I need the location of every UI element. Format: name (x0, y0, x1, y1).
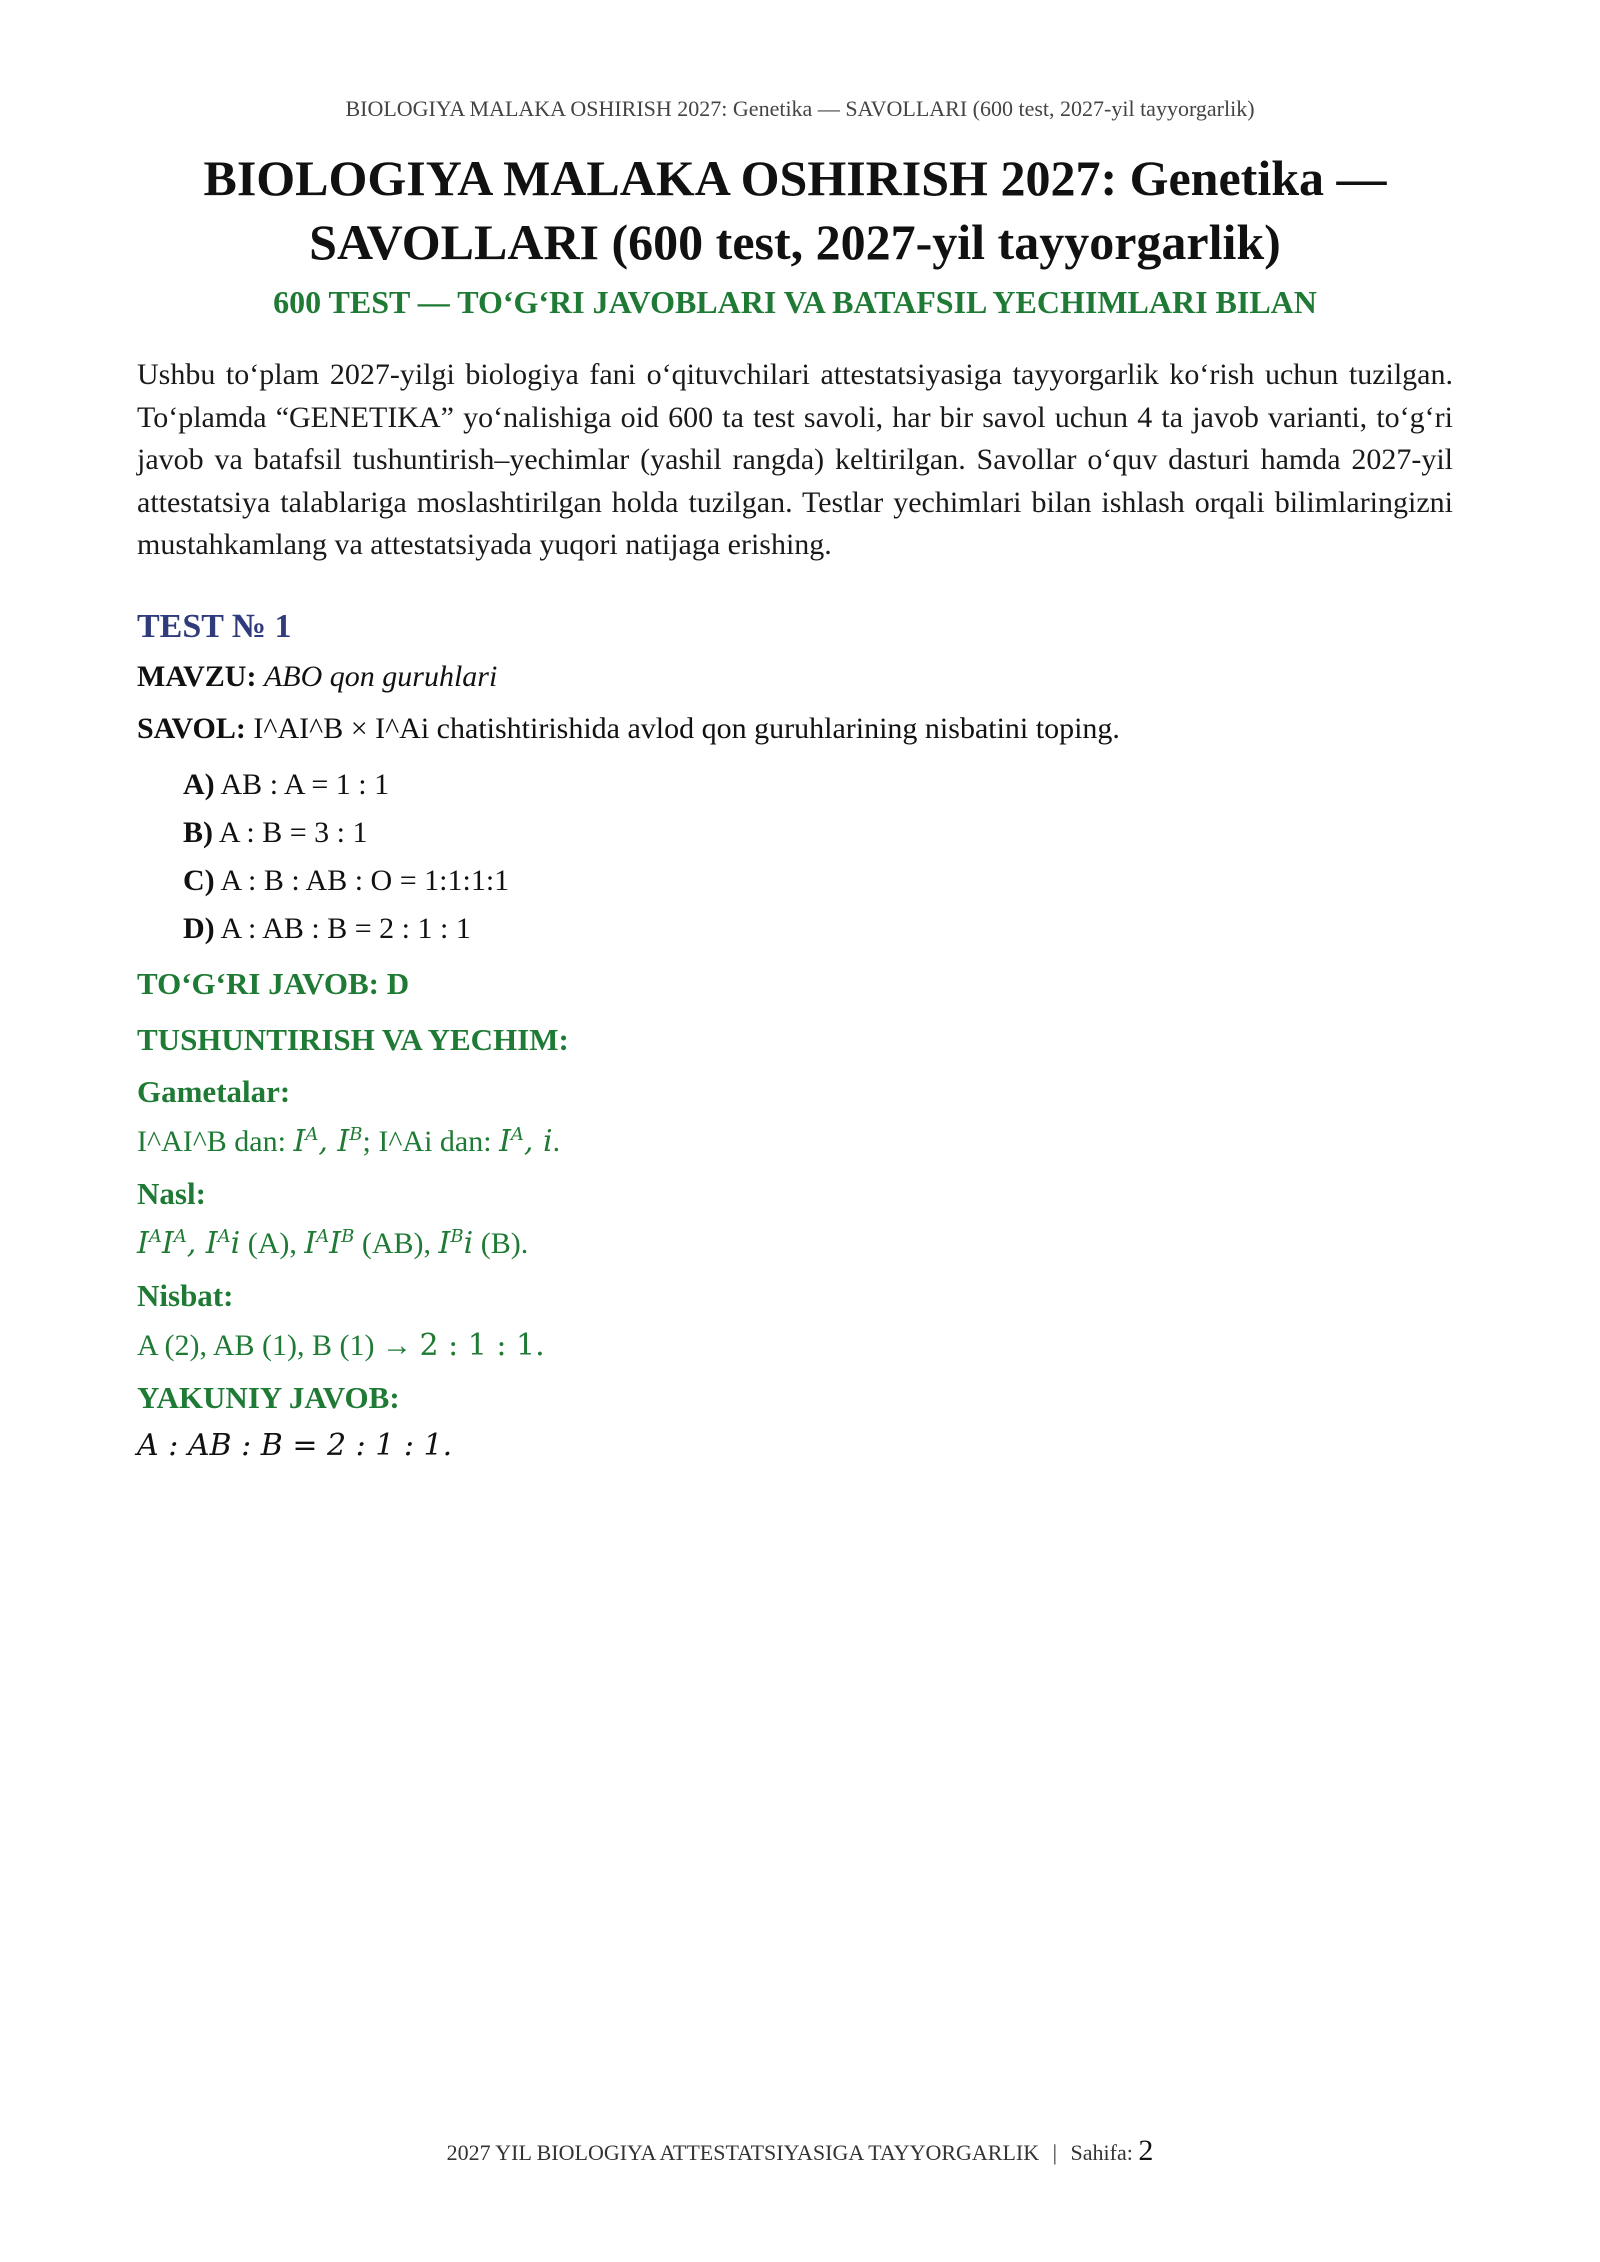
ratio-heading: Nisbat: (137, 1278, 234, 1313)
gametes-line: I^AI^B dan: $I^A$, $I^B$; I^Ai dan: $I^A$, i. (137, 1124, 561, 1159)
topic-line (137, 660, 497, 694)
correct-answer: TO‘G‘RI JAVOB: D (137, 966, 410, 1001)
running-header: BIOLOGIYA MALAKA OSHIRISH 2027: Genetika — SAVOLLARI (600 test, 2027-yil tayyorgarlik) (345, 96, 1255, 121)
gametes-source-1: I^AI^B dan: (137, 1125, 294, 1158)
page-number: 2 (1138, 2134, 1154, 2167)
intro-paragraph: Ushbu to‘plam 2027-yilgi biologiya fani o‘qituvchilari attestatsiyasiga tayyorgarlik ko‘rish uchun tuzilgan. To‘plamda “GENETIKA” yo‘nalishiga oid 600 ta test savoli, har bir savol uchun 4 ta javob varianti, to‘g‘ri javob va batafsil tushuntirish–yechimlar (yashil rangda) keltirilgan. Savollar o‘quv dasturi hamda 2027-yil attestatsiya talablariga moslashtirilgan holda tuzilgan. Testlar yechimlari bilan ishlash orqali bilimlaringizni mustahkamlang va attestatsiyada yuqori natijaga erishing. (137, 358, 1453, 561)
phenotype-b: (B). (473, 1227, 529, 1260)
genotype-formula: $I^Bi$ (438, 1226, 474, 1261)
gamete-formula: $I^A$, i (499, 1124, 553, 1159)
document-subtitle: 600 TEST — TO‘G‘RI JAVOBLARI VA BATAFSIL YECHIMLARI BILAN (273, 284, 1317, 320)
option-letter: C) (183, 864, 215, 897)
topic-value: ABO qon guruhlari (263, 660, 498, 693)
option-text: A : B = 3 : 1 (218, 816, 368, 849)
genotype-formula: $I^AI^A$, $I^Ai$ (137, 1226, 241, 1261)
option-d (183, 912, 471, 946)
title-line-1: BIOLOGIYA MALAKA OSHIRISH 2027: Genetika — (203, 150, 1387, 206)
genotype-formula: $I^AI^B$ (304, 1226, 355, 1261)
gamete-formula: $I^A$, $I^B$ (293, 1124, 363, 1159)
footer-text: 2027 YIL BIOLOGIYA ATTESTATSIYASIGA TAYYORGARLIK (446, 2140, 1040, 2165)
option-b (183, 816, 367, 850)
document-title (137, 146, 1453, 274)
final-answer-heading: YAKUNIY JAVOB: (137, 1380, 400, 1415)
option-text: A : AB : B = 2 : 1 : 1 (220, 912, 471, 945)
option-letter: B) (183, 816, 213, 849)
phenotype-ab: (AB), (354, 1227, 439, 1260)
topic-label: MAVZU: (137, 660, 257, 693)
question-label: SAVOL: (137, 712, 246, 745)
final-answer-formula: A : AB : B = 2 : 1 : 1. (137, 1428, 453, 1463)
option-c (183, 864, 509, 898)
option-letter: A) (183, 768, 215, 801)
offspring-heading: Nasl: (137, 1176, 206, 1211)
question-line (137, 712, 1120, 746)
ratio-text: A (2), AB (1), B (1) → (137, 1329, 420, 1362)
final-answer-value (137, 1428, 452, 1463)
ratio-value: 2 : 1 : 1. (419, 1328, 545, 1363)
page-footer (0, 2134, 1600, 2168)
title-line-2: SAVOLLARI (600 test, 2027-yil tayyorgarlik) (309, 214, 1281, 270)
phenotype-a: (A), (240, 1227, 305, 1260)
gametes-heading: Gametalar: (137, 1074, 291, 1109)
option-letter: D) (183, 912, 215, 945)
explanation-heading: TUSHUNTIRISH VA YECHIM: (137, 1022, 569, 1057)
ratio-line (137, 1328, 545, 1363)
option-a (183, 768, 389, 802)
option-text: A : B : AB : O = 1:1:1:1 (220, 864, 510, 897)
test-heading: TEST № 1 (137, 608, 292, 645)
question-text: I^AI^B × I^Ai chatishtirishida avlod qon guruhlarining nisbatini toping. (253, 712, 1120, 745)
footer-separator: | (1052, 2140, 1058, 2165)
offspring-line (137, 1226, 528, 1261)
option-text: AB : A = 1 : 1 (220, 768, 390, 801)
page-label: Sahifa: (1070, 2140, 1133, 2165)
gametes-source-2: ; I^Ai dan: (362, 1125, 500, 1158)
